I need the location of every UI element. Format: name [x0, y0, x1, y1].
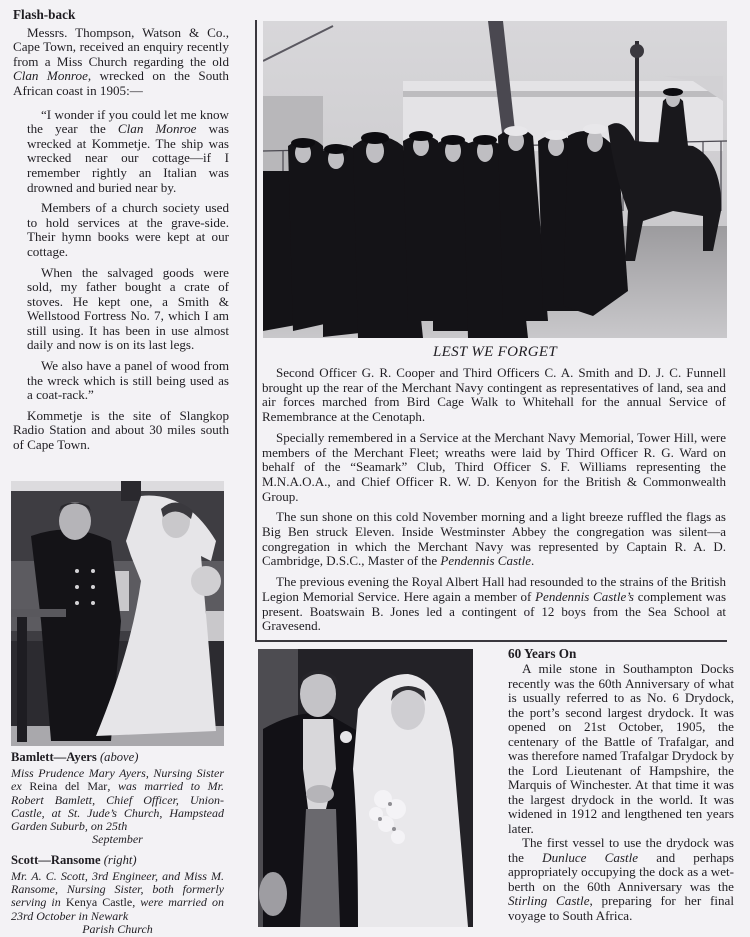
letter-quote [13, 108, 229, 403]
paragraph-text: , preparing for her final voyage to South Africa. [508, 893, 734, 923]
quote-paragraph: When the salvaged goods were sold, my father bought a crate of stoves. He kept one, a Smith & Wellstood Fortress No. 7, which I am still using. It has been in use almost daily and now is on its last legs. [27, 264, 229, 353]
caption-names: Scott—Ransome [11, 852, 101, 867]
paragraph-text: . [531, 553, 535, 569]
flashback-article [13, 8, 229, 453]
caption-last-line: Parish Church [82, 921, 153, 936]
caption-names: Bamlett—Ayers [11, 750, 97, 764]
article-paragraph: Specially remembered in a Service at the Merchant Navy Memorial, Tower Hill, were members of the Merchant Fleet; wreaths were laid by Third Officer R. G. Ward on behalf of the “Seamark” Club, Third Officer S. F. Williams representing the M.N.A.O.A., and Chief Officer R. W. D. Kenyon for the British & Commonwealth Group. [262, 429, 726, 504]
paragraph-text: The first vessel to use the drydock was the [508, 835, 734, 865]
ship-name: Stirling Castle [508, 893, 590, 908]
quote-text: “I wonder if you could let me know the year the [27, 106, 229, 137]
quote-paragraph: We also have a panel of wood from the wreck which is still being used as a coat-rack.” [27, 358, 229, 403]
bamlett-ayers-wedding-photo [11, 481, 224, 746]
caption-body: Miss Prudence Mary Ayers, Nursing Sister ex [11, 766, 224, 794]
flashback-closing: Kommetje is the site of Slangkop Radio Station and about 30 miles south of Cape Town. [13, 407, 229, 453]
caption-text [11, 870, 224, 923]
flashback-intro [13, 26, 229, 99]
article-paragraph: Second Officer G. R. Cooper and Third Officers C. A. Smith and D. J. C. Funnell brought up the rear of the Merchant Navy contingent as representatives of land, sea and air forces marched from Bird Cage Walk to Whitehall for the annual Service of Remembrance at the Cenotaph. [262, 365, 726, 425]
ship-name: Pendennis Castle [440, 553, 532, 569]
ship-name: Reina del Mar [29, 779, 108, 794]
sixty-years-on-article [508, 646, 734, 923]
sixty-years-heading: 60 Years On [508, 646, 577, 661]
caption-last-line: September [92, 832, 143, 847]
caption-heading [11, 853, 224, 868]
ship-name: Clan Monroe [117, 121, 197, 137]
wedding-photo-image [258, 649, 473, 927]
caption-text [11, 767, 224, 833]
caption-position: (right) [103, 852, 137, 867]
lest-we-forget-title: LEST WE FORGET [433, 344, 557, 360]
paragraph-text: The previous evening the Royal Albert Hall had resounded to the strains of the British Legion Memorial Service. Here again a member of [262, 574, 726, 604]
lest-we-forget-body [262, 366, 726, 640]
ship-name: Pendennis Castle’s [535, 588, 634, 604]
article-paragraph: A mile stone in Southampton Docks recently was the 60th Anniversary of what is usually referred to as No. 6 Drydock, the port’s second largest drydock. It was opened on 21st October, 1905, the centenary of the Battle of Trafalgar, and was therefore named Trafalgar Drydock by the Lord Lieutenant of Hampshire, the Marquis of Winchester. At that time it was the largest drydock in the world. It was widened in 1912 and lengthened ten years later. [508, 661, 734, 836]
intro-text: , wrecked on the South African coast in 1905:— [13, 68, 229, 98]
ship-name: Clan Monroe [13, 68, 88, 84]
quote-text: was wrecked at Kommetje. The ship was wrecked near our cottage—if I remember rightly an Italian was drowned and buried near by. [27, 121, 229, 195]
quote-paragraph [27, 108, 229, 196]
wedding-photo-image [11, 481, 224, 746]
parade-photo-image [263, 21, 727, 338]
caption-body: , was married to Mr. Robert Bamlett, Chief Officer, Union-Castle, at St. Jude’s Church, Hampstead Garden Suburb, on 25th [11, 779, 224, 834]
ship-name: Kenya Castle [65, 895, 133, 910]
caption-body: , were married on 23rd October in Newark [11, 895, 224, 923]
paragraph-text: and perhaps appropriately occupying the dock as a wet-berth on the 60th Anniversary was the [508, 849, 734, 894]
article-paragraph [262, 510, 726, 569]
flashback-heading: Flash-back [13, 7, 76, 22]
intro-text: Messrs. Thompson, Watson & Co., Cape Town, received an enquiry recently from a Miss Church regarding the old [13, 24, 229, 69]
quote-paragraph: Members of a church society used to hold services at the grave-side. Their hymn books were kept at our cottage. [27, 200, 229, 259]
caption-position: (above) [99, 750, 139, 764]
remembrance-parade-photo [263, 21, 727, 338]
article-paragraph [262, 575, 726, 634]
ship-name: Dunluce Castle [542, 849, 639, 865]
article-paragraph [508, 836, 734, 923]
paragraph-text: complement was present. Boatswain B. Jones led a contingent of 12 boys from the Sea School at Gravesend. [262, 588, 727, 634]
scott-ransome-wedding-photo [258, 649, 473, 927]
wedding-captions [11, 750, 224, 936]
paragraph-text: The sun shone on this cold November morning and a light breeze ruffled the flags as Big Ben struck Eleven. Inside Westminster Abbey the congregation was silent—a congregation in which the Merchant Navy was represented by Captain R. A. D. Cambridge, D.S.C., Master of the [262, 509, 726, 569]
caption-heading [11, 750, 224, 765]
caption-body: Mr. A. C. Scott, 3rd Engineer, and Miss M. Ransome, Nursing Sister, both formerly serving in [11, 868, 224, 910]
